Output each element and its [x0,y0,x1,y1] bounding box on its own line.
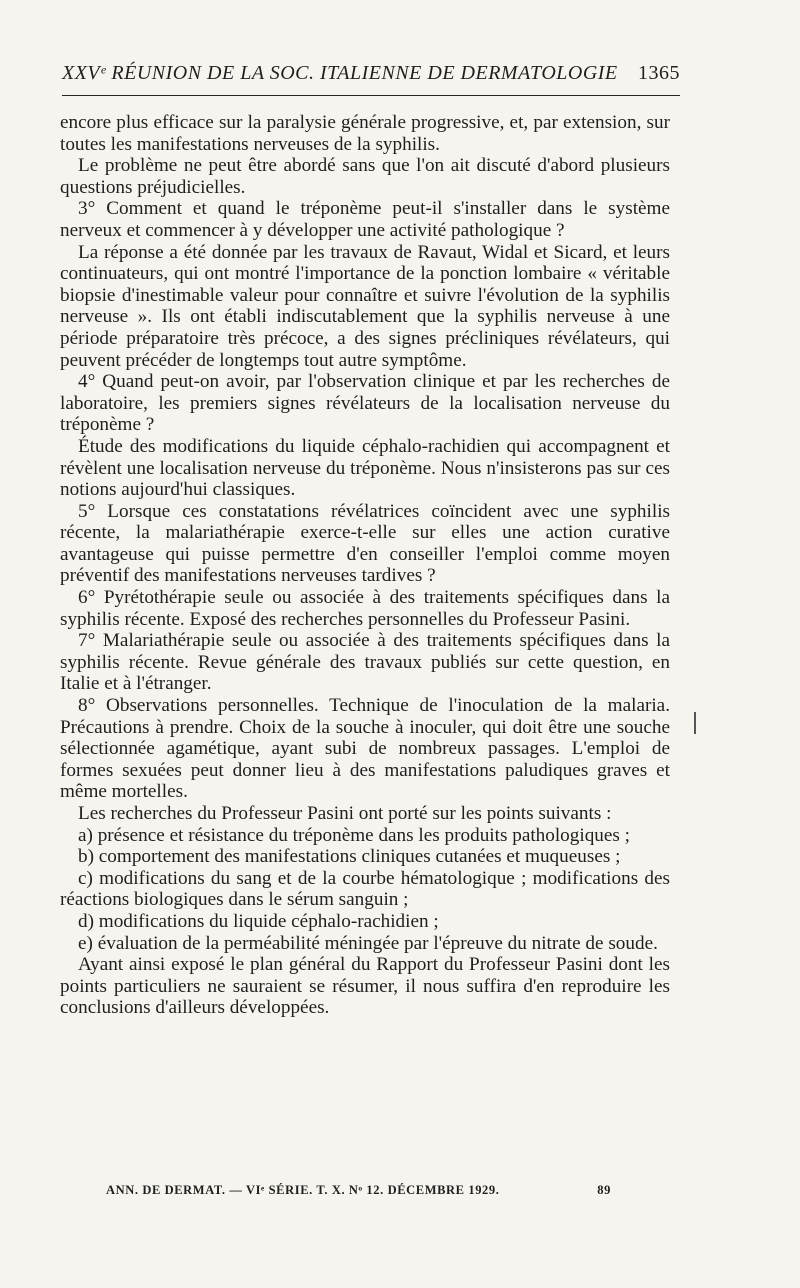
margin-mark [694,712,696,734]
running-header [62,62,680,85]
paragraph: 3° Comment et quand le tréponème peut-il s'installer dans le système nerveux et commencer à y développer une activité pathologique ? [60,198,670,241]
paragraph: La réponse a été donnée par les travaux de Ravaut, Widal et Sicard, et leurs continuateurs, qui ont montré l'importance de la ponction lombaire « véritable biopsie d'inestimable valeur pour connaître et suivre l'évolution de la syphilis nerveuse ». Ils ont établi indiscutablement que la syphilis nerveuse à une période préparatoire très précoce, a des signes précliniques révélateurs, qui peuvent précéder de longtemps tout autre symptôme. [60,241,670,371]
running-title: XXVᵉ RÉUNION DE LA SOC. ITALIENNE DE DERMATOLOGIE [62,62,618,84]
journal-citation: ANN. DE DERMAT. — VIᵉ SÉRIE. T. X. Nᵒ 12. DÉCEMBRE 1929. [106,1183,500,1197]
paragraph: Étude des modifications du liquide céphalo-rachidien qui accompagnent et révèlent une localisation nerveuse du tréponème. Nous n'insisterons pas sur ces notions aujourd'hui classiques. [60,435,670,501]
paragraph: 5° Lorsque ces constatations révélatrices coïncident avec une syphilis récente, la malariathérapie exerce-t-elle sur elles une action curative avantageuse qui puisse permettre d'en conseiller l'emploi comme moyen préventif des manifestations nerveuses tardives ? [60,500,670,587]
list-item: d) modifications du liquide céphalo-rachidien ; [78,910,439,932]
paragraph: Le problème ne peut être abordé sans que l'on ait discuté d'abord plusieurs questions préjudicielles. [60,155,670,198]
header-rule [62,95,680,96]
paragraph: 6° Pyrétothérapie seule ou associée à des traitements spécifiques dans la syphilis récente. Exposé des recherches personnelles du Professeur Pasini. [60,587,670,630]
list-item: a) présence et résistance du tréponème dans les produits pathologiques ; [78,824,630,846]
list-item: b) comportement des manifestations cliniques cutanées et muqueuses ; [78,846,621,868]
paragraph: 4° Quand peut-on avoir, par l'observation clinique et par les recherches de laboratoire, les premiers signes révélateurs de la localisation nerveuse du tréponème ? [60,371,670,436]
paragraph: encore plus efficace sur la paralysie générale progressive, et, par extension, sur toutes les manifestations nerveuses de la syphilis. [60,112,670,155]
paragraph: 8° Observations personnelles. Technique de l'inoculation de la malaria. Précautions à prendre. Choix de la souche à inoculer, qui doit être une souche sélectionnée agamétique, ayant subi de nombreux passages. L'emploi de formes sexuées peut donner lieu à des manifestations paludiques graves et même mortelles. [60,695,670,803]
sheet-number: 89 [597,1183,611,1197]
body-text [60,112,670,1019]
list-item: e) évaluation de la perméabilité méningée par l'épreuve du nitrate de soude. [78,932,658,954]
page-number: 1365 [638,62,680,84]
page-footer [106,1183,611,1198]
paragraph: Les recherches du Professeur Pasini ont porté sur les points suivants : [78,803,612,824]
paragraph: Ayant ainsi exposé le plan général du Rapport du Professeur Pasini dont les points particuliers ne sauraient se résumer, il nous suffira d'en reproduire les conclusions d'ailleurs développées. [60,954,670,1019]
paragraph: 7° Malariathérapie seule ou associée à des traitements spécifiques dans la syphilis récente. Revue générale des travaux publiés sur cette question, en Italie et à l'étranger. [60,630,670,695]
list-item: c) modifications du sang et de la courbe hématologique ; modifications des réactions biologiques dans le sérum sanguin ; [60,867,670,911]
